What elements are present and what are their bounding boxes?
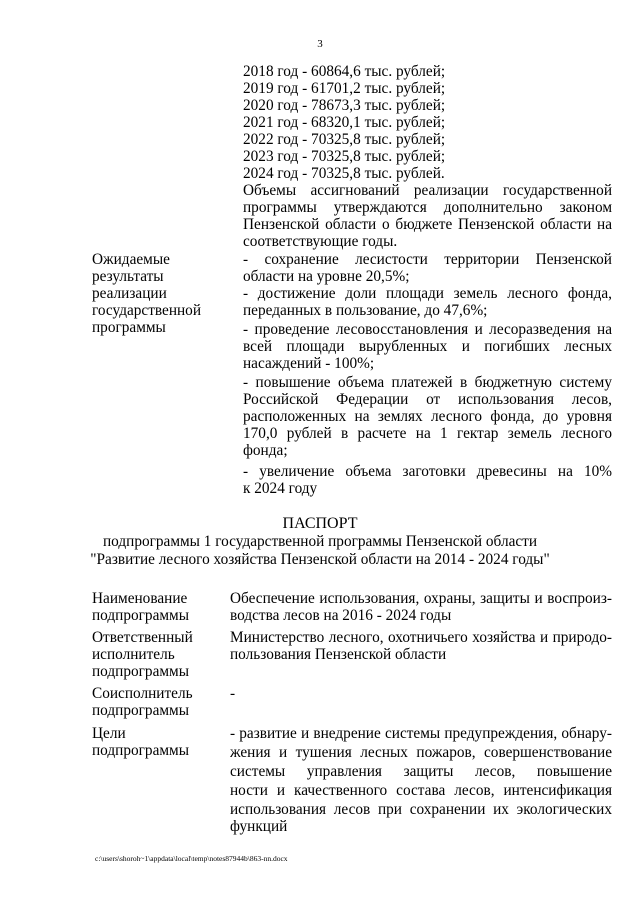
row-value-line: жения и тушения лесных пожаров, совершенствование — [230, 744, 612, 761]
result-line: области на уровне 20,5%; — [243, 268, 410, 285]
label-line: реализации — [92, 285, 167, 302]
result-line: - достижение доли площади земель лесного фонда, — [243, 285, 612, 302]
row-label-line: Цели — [92, 725, 126, 742]
row-label-line: подпрограммы — [92, 607, 190, 624]
funding-year-2022: 2022 год - 70325,8 тыс. рублей; — [243, 131, 446, 148]
row-value-line: Министерство лесного, охотничьего хозяйства и природо- — [230, 629, 612, 646]
funding-year-2018: 2018 год - 60864,6 тыс. рублей; — [243, 63, 446, 80]
result-line: - проведение лесовосстановления и лесоразведения на — [243, 321, 612, 338]
passport-title: ПАСПОРТ — [282, 515, 358, 532]
funding-year-2019: 2019 год - 61701,2 тыс. рублей; — [243, 80, 446, 97]
row-value-line: Обеспечение использования, охраны, защиты и воспроиз- — [230, 590, 612, 607]
result-line: 170,0 рублей в расчете на 1 гектар земель лесного — [243, 425, 612, 442]
row-value-line: функций — [230, 818, 288, 835]
page-number: 3 — [317, 38, 323, 50]
funding-year-2020: 2020 год - 78673,3 тыс. рублей; — [243, 97, 446, 114]
funding-year-2023: 2023 год - 70325,8 тыс. рублей; — [243, 148, 446, 165]
row-value-line: системы управления защиты лесов, повышение — [230, 763, 612, 780]
funding-year-2021: 2021 год - 68320,1 тыс. рублей; — [243, 114, 446, 131]
row-label-line: подпрограммы — [92, 663, 190, 680]
result-line: фонда; — [243, 442, 288, 459]
funding-note-line: Объемы ассигнований реализации государственной — [243, 182, 612, 199]
funding-note-line: соответствующие годы. — [243, 233, 398, 250]
result-line: - повышение объема платежей в бюджетную систему — [243, 374, 612, 391]
row-value-line: водства лесов на 2016 - 2024 годы — [230, 607, 452, 624]
funding-note-line: Пензенской области о бюджете Пензенской области на — [243, 216, 612, 233]
row-value-line: ности и качественного состава лесов, интенсификация — [230, 782, 612, 799]
row-label-line: Ответственный — [92, 629, 193, 646]
row-value-line: - — [230, 685, 236, 702]
label-line: результаты — [92, 268, 164, 285]
passport-subtitle: подпрограммы 1 государственной программы Пензенской области — [102, 533, 538, 550]
label-line: Ожидаемые — [92, 251, 170, 268]
result-line: расположенных на землях лесного фонда, до уровня — [243, 408, 612, 425]
result-line: насаждений - 100%; — [243, 355, 375, 372]
result-line: - увеличение объема заготовки древесины на 10% — [243, 463, 612, 480]
label-line: государственной — [92, 302, 202, 319]
result-line: всей площади вырубленных и погибших лесных — [243, 338, 612, 355]
funding-note-line: программы утверждаются дополнительно законом — [243, 199, 612, 216]
row-label-line: подпрограммы — [92, 742, 190, 759]
row-label-line: Наименование — [92, 590, 188, 607]
row-label-line: подпрограммы — [92, 702, 190, 719]
row-label-line: исполнитель — [92, 646, 175, 663]
label-line: программы — [92, 319, 166, 336]
result-line: Российской Федерации от использования лесов, — [243, 391, 612, 408]
row-value-line: - развитие и внедрение системы предупреждения, обнару- — [230, 725, 612, 742]
passport-subtitle: "Развитие лесного хозяйства Пензенской области на 2014 - 2024 годы" — [90, 551, 550, 568]
result-line: - сохранение лесистости территории Пензенской — [243, 251, 612, 268]
result-line: к 2024 году — [243, 480, 318, 497]
funding-year-2024: 2024 год - 70325,8 тыс. рублей. — [243, 165, 445, 182]
row-value-line: использования лесов при сохранении их экологических — [230, 801, 612, 818]
row-value-line: пользования Пензенской области — [230, 646, 447, 663]
file-path-footer: c:\users\shoroh~1\appdata\local\temp\notes87944b\863-nn.docx — [95, 854, 288, 863]
result-line: переданных в пользование, до 47,6%; — [243, 302, 488, 319]
row-label-line: Соисполнитель — [92, 685, 193, 702]
